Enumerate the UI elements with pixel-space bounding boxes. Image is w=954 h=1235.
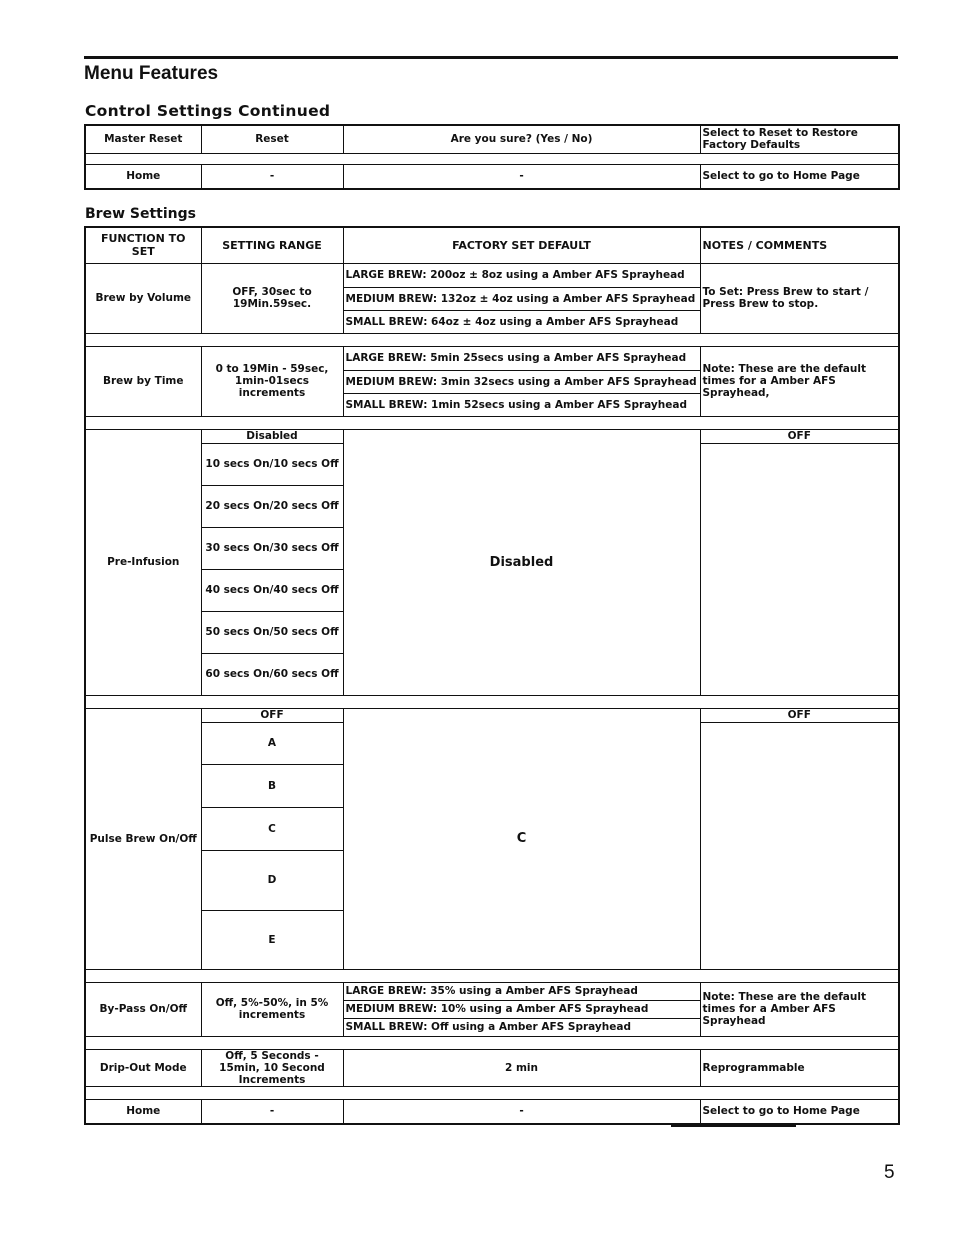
range-cell: Reset <box>201 125 343 153</box>
option-cell: OFF <box>201 708 343 722</box>
notes-cell: Note: These are the default times for a Amber AFS Sprayhead <box>700 982 899 1036</box>
option-cell: D <box>201 850 343 910</box>
option-cell: C <box>201 807 343 850</box>
function-cell: By-Pass On/Off <box>85 982 201 1036</box>
default-cell: SMALL BREW: 1min 52secs using a Amber AFS Sprayhead <box>343 393 700 416</box>
notes-cell: Reprogrammable <box>700 1049 899 1086</box>
option-cell: 50 secs On/50 secs Off <box>201 611 343 653</box>
notes-cell: Select to Reset to Restore Factory Defaults <box>700 125 899 153</box>
header-range: SETTING RANGE <box>201 227 343 263</box>
spacer-row <box>85 333 899 346</box>
page-number: 5 <box>884 1162 895 1183</box>
range-cell: - <box>201 1099 343 1124</box>
table-row <box>85 1049 899 1086</box>
table-row <box>85 982 899 1000</box>
function-cell: Drip-Out Mode <box>85 1049 201 1086</box>
range-cell: Off, 5 Seconds - 15min, 10 Second Increments <box>201 1049 343 1086</box>
default-cell: LARGE BREW: 200oz ± 8oz using a Amber AFS Sprayhead <box>343 263 700 287</box>
default-cell: SMALL BREW: 64oz ± 4oz using a Amber AFS Sprayhead <box>343 310 700 333</box>
notes-cell: Select to go to Home Page <box>700 1099 899 1124</box>
default-cell: SMALL BREW: Off using a Amber AFS Sprayhead <box>343 1018 700 1036</box>
notes-blank <box>700 443 899 695</box>
underline-mark <box>671 1125 796 1127</box>
option-cell: 60 secs On/60 secs Off <box>201 653 343 695</box>
spacer-row <box>85 695 899 708</box>
default-cell: MEDIUM BREW: 132oz ± 4oz using a Amber AFS Sprayhead <box>343 287 700 310</box>
header-default: FACTORY SET DEFAULT <box>343 227 700 263</box>
function-cell: Brew by Time <box>85 346 201 416</box>
function-cell: Home <box>85 1099 201 1124</box>
default-cell: C <box>343 708 700 969</box>
option-cell: 40 secs On/40 secs Off <box>201 569 343 611</box>
header-function: FUNCTION TO SET <box>85 227 201 263</box>
table-row <box>85 1099 899 1124</box>
spacer-row <box>85 969 899 982</box>
default-cell: Are you sure? (Yes / No) <box>343 125 700 153</box>
table-row <box>85 346 899 370</box>
function-cell: Home <box>85 164 201 189</box>
option-cell: E <box>201 910 343 969</box>
brew-settings-heading: Brew Settings <box>85 206 196 222</box>
range-cell: Off, 5%-50%, in 5% increments <box>201 982 343 1036</box>
brew-settings-table <box>84 226 900 1125</box>
header-notes: NOTES / COMMENTS <box>700 227 899 263</box>
top-rule <box>84 56 898 59</box>
table-row <box>85 708 899 722</box>
option-cell: Disabled <box>201 429 343 443</box>
option-cell: 30 secs On/30 secs Off <box>201 527 343 569</box>
default-cell: MEDIUM BREW: 10% using a Amber AFS Sprayhead <box>343 1000 700 1018</box>
spacer-row <box>85 153 899 164</box>
notes-cell: Select to go to Home Page <box>700 164 899 189</box>
spacer-row <box>85 1036 899 1049</box>
notes-cell: Note: These are the default times for a Amber AFS Sprayhead, <box>700 346 899 416</box>
function-cell: Brew by Volume <box>85 263 201 333</box>
table-row <box>85 429 899 443</box>
spacer-row <box>85 1086 899 1099</box>
page-title: Menu Features <box>84 63 219 84</box>
default-cell: LARGE BREW: 35% using a Amber AFS Sprayhead <box>343 982 700 1000</box>
table-row <box>85 164 899 189</box>
range-cell: - <box>201 164 343 189</box>
default-cell: 2 min <box>343 1049 700 1086</box>
control-settings-heading: Control Settings Continued <box>85 102 331 120</box>
option-cell: A <box>201 722 343 764</box>
default-cell: - <box>343 1099 700 1124</box>
option-cell: B <box>201 764 343 807</box>
function-cell: Master Reset <box>85 125 201 153</box>
function-cell: Pre-Infusion <box>85 429 201 695</box>
default-cell: - <box>343 164 700 189</box>
default-cell: LARGE BREW: 5min 25secs using a Amber AFS Sprayhead <box>343 346 700 370</box>
option-cell: 10 secs On/10 secs Off <box>201 443 343 485</box>
table-row <box>85 125 899 153</box>
option-cell: 20 secs On/20 secs Off <box>201 485 343 527</box>
header-row <box>85 227 899 263</box>
table-row <box>85 263 899 287</box>
spacer-row <box>85 416 899 429</box>
range-cell: 0 to 19Min - 59sec, 1min-01secs increments <box>201 346 343 416</box>
function-cell: Pulse Brew On/Off <box>85 708 201 969</box>
range-cell: OFF, 30sec to 19Min.59sec. <box>201 263 343 333</box>
notes-blank <box>700 722 899 969</box>
notes-cell: OFF <box>700 429 899 443</box>
notes-cell: OFF <box>700 708 899 722</box>
default-cell: Disabled <box>343 429 700 695</box>
default-cell: MEDIUM BREW: 3min 32secs using a Amber AFS Sprayhead <box>343 370 700 393</box>
control-settings-table <box>84 124 900 190</box>
notes-cell: To Set: Press Brew to start / Press Brew to stop. <box>700 263 899 333</box>
